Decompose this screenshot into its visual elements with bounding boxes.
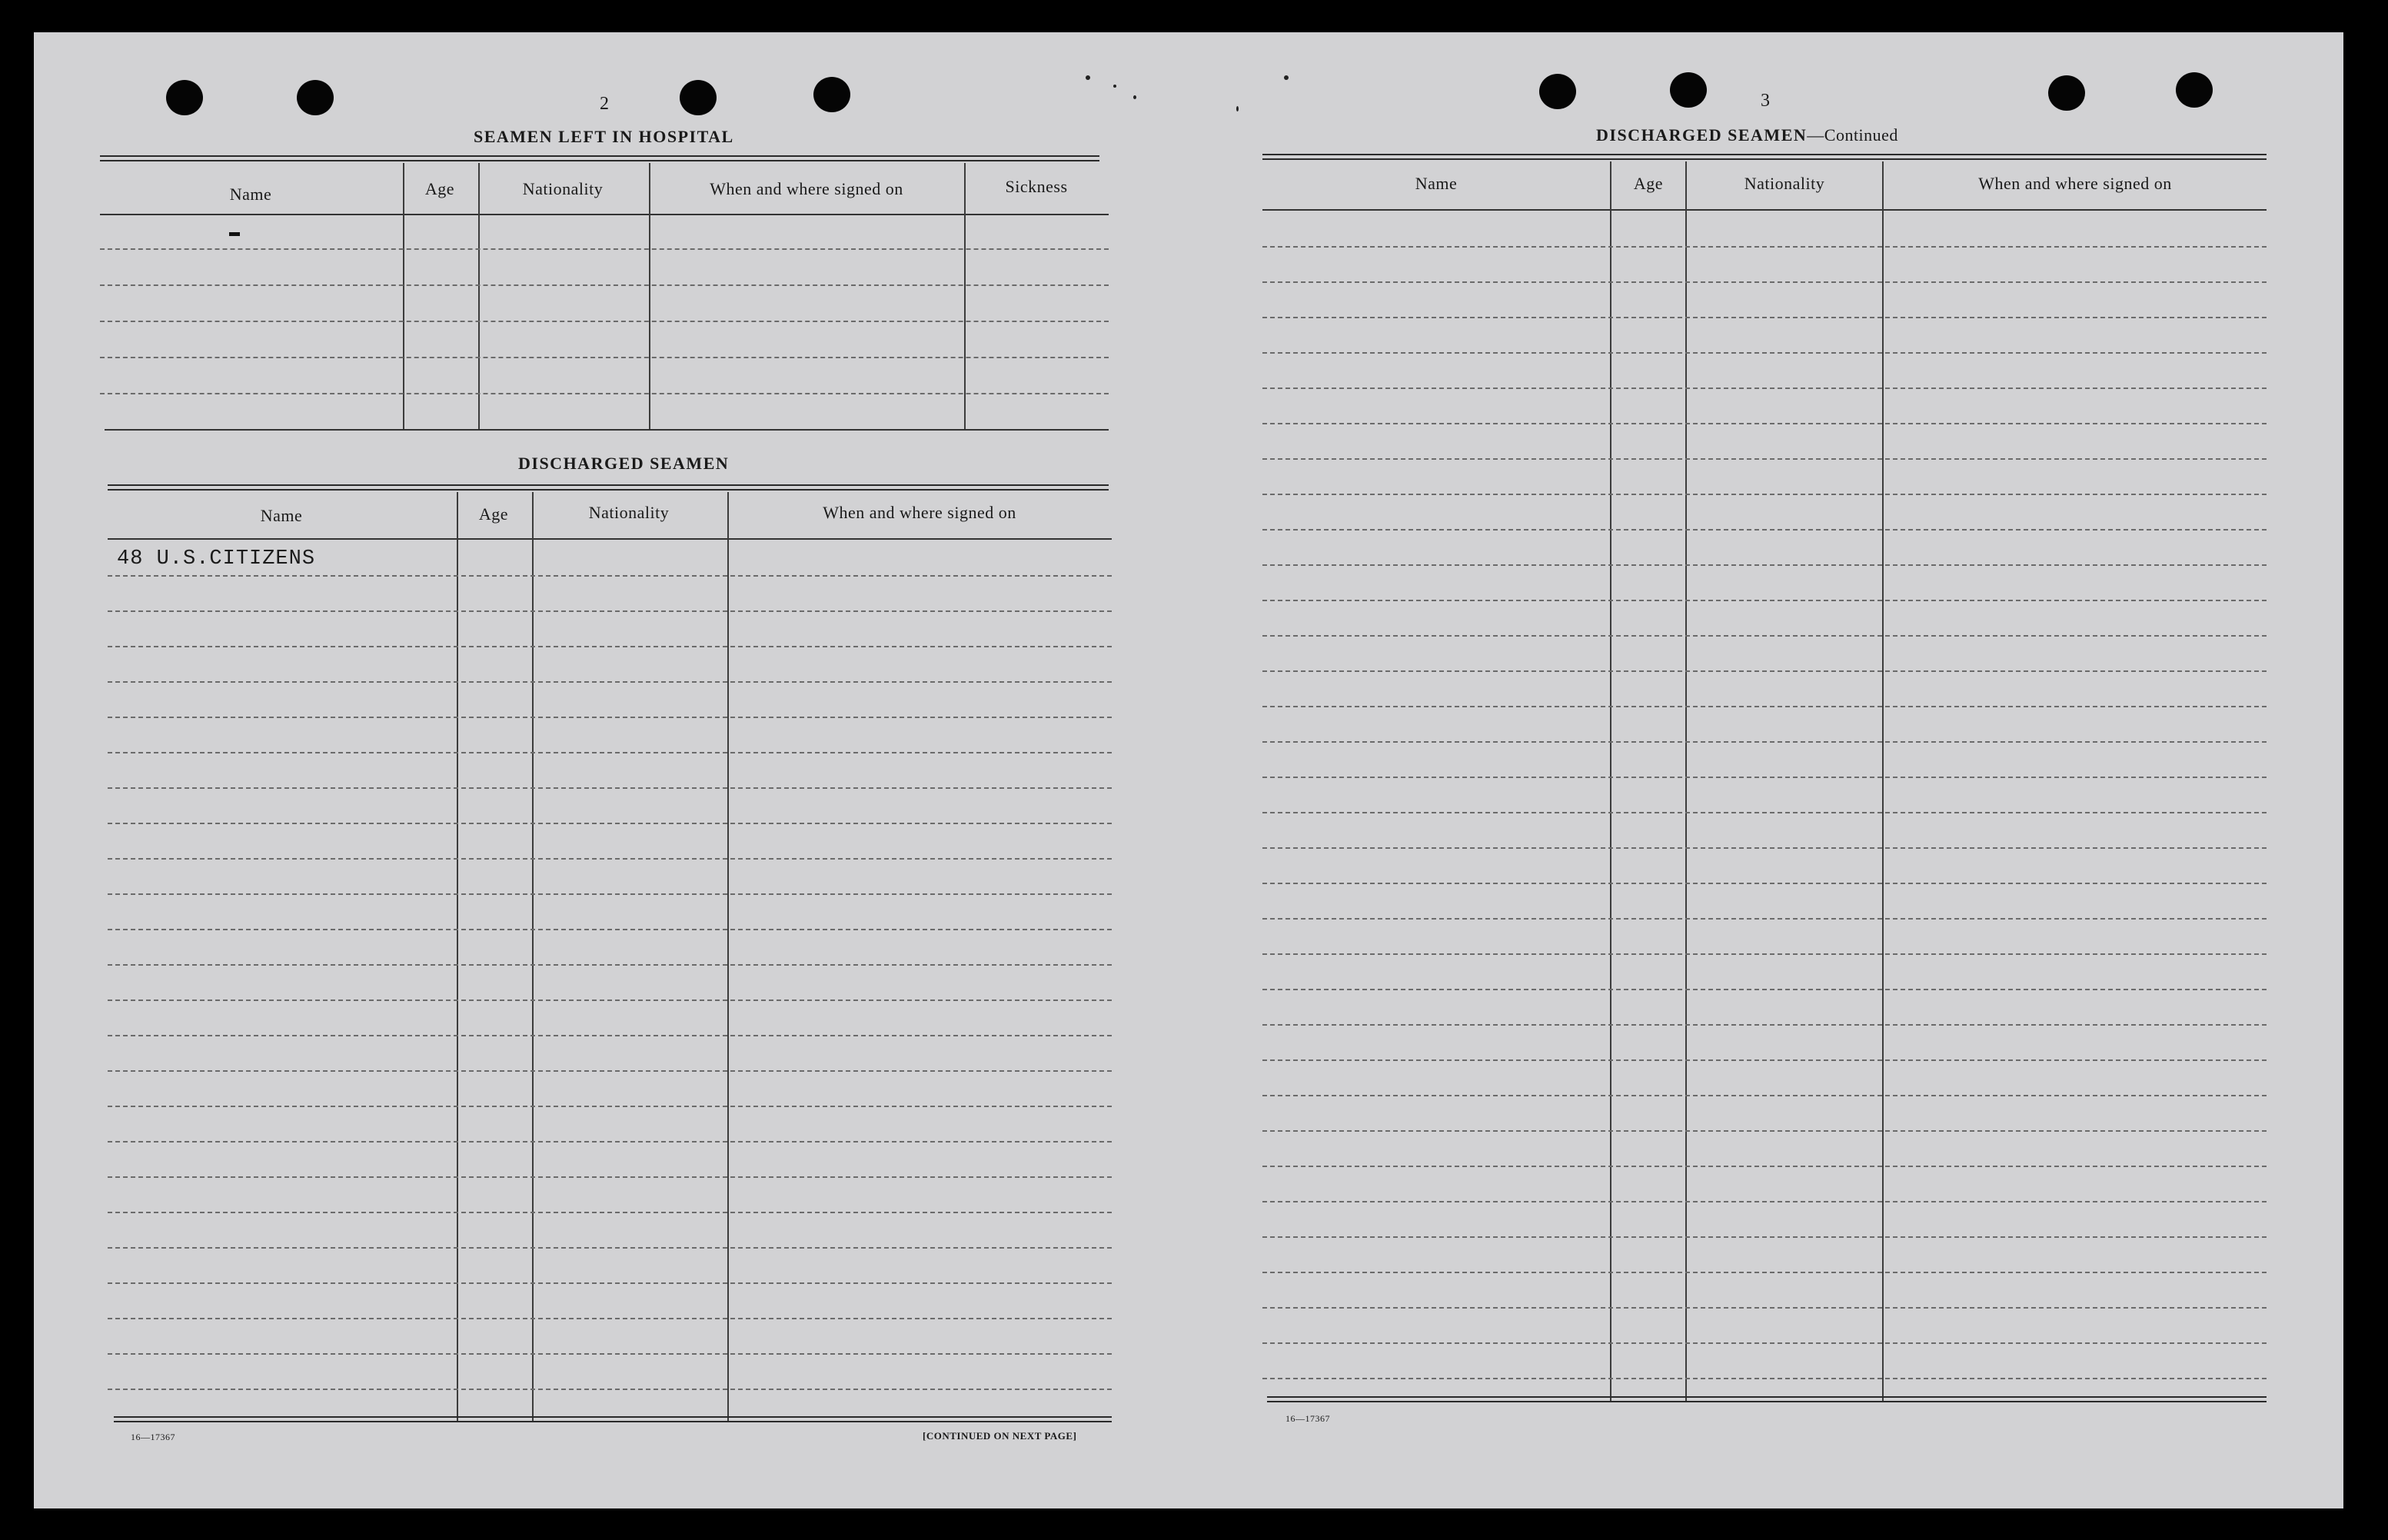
continued-row-line [1262, 564, 2267, 566]
hospital-divider [964, 163, 966, 431]
continued-divider [1685, 161, 1687, 1402]
hospital-row-line [100, 393, 1109, 394]
continued-row-line [1262, 953, 2267, 955]
continued-row-line [1262, 1130, 2267, 1132]
hospital-row-line [100, 248, 1109, 250]
discharged-row-line [108, 1176, 1112, 1178]
continued-row-line [1262, 317, 2267, 318]
discharged-row-line [108, 823, 1112, 824]
hospital-row-line [100, 284, 1109, 286]
continued-row-line [1262, 847, 2267, 849]
continued-row-line [1262, 1236, 2267, 1238]
discharged-row-line [108, 646, 1112, 647]
hospital-title-rule [100, 155, 1099, 161]
hospital-section-title: SEAMEN LEFT IN HOSPITAL [474, 127, 734, 146]
discharged-section-title: DISCHARGED SEAMEN [518, 454, 730, 473]
continued-row-line [1262, 1272, 2267, 1273]
continued-col-age: Age [1633, 174, 1664, 193]
hospital-divider [403, 163, 404, 431]
discharged-row-line [108, 1070, 1112, 1072]
hospital-bottom-rule [105, 429, 1109, 431]
discharged-row-line [108, 1141, 1112, 1143]
continued-row-line [1262, 812, 2267, 813]
hospital-row-line [100, 321, 1109, 322]
continued-row-line [1262, 1095, 2267, 1096]
form-number-left: 16—17367 [131, 1432, 175, 1442]
continued-col-name: Name [1415, 174, 1458, 193]
continued-row-line [1262, 1342, 2267, 1344]
discharged-row-line [108, 787, 1112, 789]
page-number-left: 2 [600, 94, 609, 114]
discharged-col-signed-on: When and where signed on [823, 503, 1016, 522]
continued-row-line [1262, 281, 2267, 283]
hospital-row-line [100, 357, 1109, 358]
discharged-row-line [108, 752, 1112, 753]
continued-bottom-rule [1267, 1396, 2267, 1402]
continued-row-line [1262, 918, 2267, 920]
punch-hole [813, 77, 850, 112]
continued-row-line [1262, 246, 2267, 248]
continued-row-line [1262, 1024, 2267, 1026]
continued-header-rule [1262, 209, 2267, 211]
hospital-col-sickness: Sickness [1005, 177, 1068, 196]
discharged-row-line [108, 610, 1112, 612]
discharged-row-line [108, 681, 1112, 683]
discharged-continued-title-suffix: —Continued [1807, 125, 1898, 145]
discharged-col-name: Name [260, 506, 303, 525]
continued-divider [1610, 161, 1611, 1402]
punch-hole [166, 80, 203, 115]
continued-row-line [1262, 494, 2267, 495]
continued-row-line [1262, 458, 2267, 460]
continued-row-line [1262, 670, 2267, 672]
continued-row-line [1262, 1378, 2267, 1379]
continued-row-line [1262, 1059, 2267, 1061]
continued-row-line [1262, 1166, 2267, 1167]
discharged-row-line [108, 1247, 1112, 1249]
speck [1284, 75, 1289, 80]
discharged-row-line [108, 893, 1112, 895]
continued-row-line [1262, 741, 2267, 743]
discharged-row-line [108, 929, 1112, 930]
punch-hole [2176, 72, 2213, 108]
discharged-continued-title [1596, 125, 1898, 145]
continued-row-line [1262, 777, 2267, 778]
hospital-col-signed-on: When and where signed on [710, 179, 903, 198]
discharged-row-line [108, 964, 1112, 966]
discharged-row-line [108, 575, 1112, 577]
speck [1086, 75, 1090, 80]
continued-row-line [1262, 1201, 2267, 1202]
continued-note: [CONTINUED ON NEXT PAGE] [923, 1430, 1077, 1442]
discharged-row-line [108, 1035, 1112, 1036]
speck [1236, 106, 1239, 111]
hospital-name-dash [229, 232, 240, 236]
punch-hole [2048, 75, 2085, 111]
continued-col-nationality: Nationality [1744, 174, 1825, 193]
continued-col-signed-on: When and where signed on [1978, 174, 2172, 193]
continued-title-rule [1262, 154, 2267, 160]
continued-row-line [1262, 883, 2267, 884]
continued-row-line [1262, 423, 2267, 424]
discharged-row-name: 48 U.S.CITIZENS [117, 547, 316, 570]
continued-row-line [1262, 387, 2267, 389]
discharged-row-line [108, 1282, 1112, 1284]
discharged-row-line [108, 1000, 1112, 1001]
speck [1113, 85, 1116, 88]
discharged-row-line [108, 717, 1112, 718]
continued-row-line [1262, 1307, 2267, 1309]
discharged-title-rule [108, 484, 1109, 491]
document-sheet [34, 32, 2343, 1508]
discharged-row-line [108, 1106, 1112, 1107]
discharged-col-nationality: Nationality [588, 503, 670, 522]
continued-row-line [1262, 706, 2267, 707]
discharged-continued-title-main: DISCHARGED SEAMEN [1596, 125, 1808, 145]
continued-row-line [1262, 989, 2267, 990]
speck [1133, 95, 1136, 99]
hospital-header-rule [100, 214, 1109, 215]
continued-row-line [1262, 529, 2267, 531]
form-number-right: 16—17367 [1285, 1413, 1330, 1424]
discharged-row-line [108, 858, 1112, 860]
punch-hole [1539, 74, 1576, 109]
hospital-divider [478, 163, 480, 431]
hospital-col-nationality: Nationality [522, 179, 604, 198]
discharged-row-line [108, 1389, 1112, 1390]
discharged-header-rule [108, 538, 1112, 540]
hospital-col-name: Name [229, 185, 272, 204]
page-number-right: 3 [1761, 91, 1770, 111]
punch-hole [680, 80, 717, 115]
discharged-bottom-rule [114, 1416, 1112, 1422]
continued-row-line [1262, 635, 2267, 637]
punch-hole [1670, 72, 1707, 108]
discharged-row-line [108, 1353, 1112, 1355]
discharged-col-age: Age [478, 504, 509, 524]
discharged-row-line [108, 1318, 1112, 1319]
punch-hole [297, 80, 334, 115]
hospital-divider [649, 163, 650, 431]
continued-row-line [1262, 352, 2267, 354]
discharged-row-line [108, 1212, 1112, 1213]
hospital-col-age: Age [424, 179, 455, 198]
continued-divider [1882, 161, 1884, 1402]
continued-row-line [1262, 600, 2267, 601]
